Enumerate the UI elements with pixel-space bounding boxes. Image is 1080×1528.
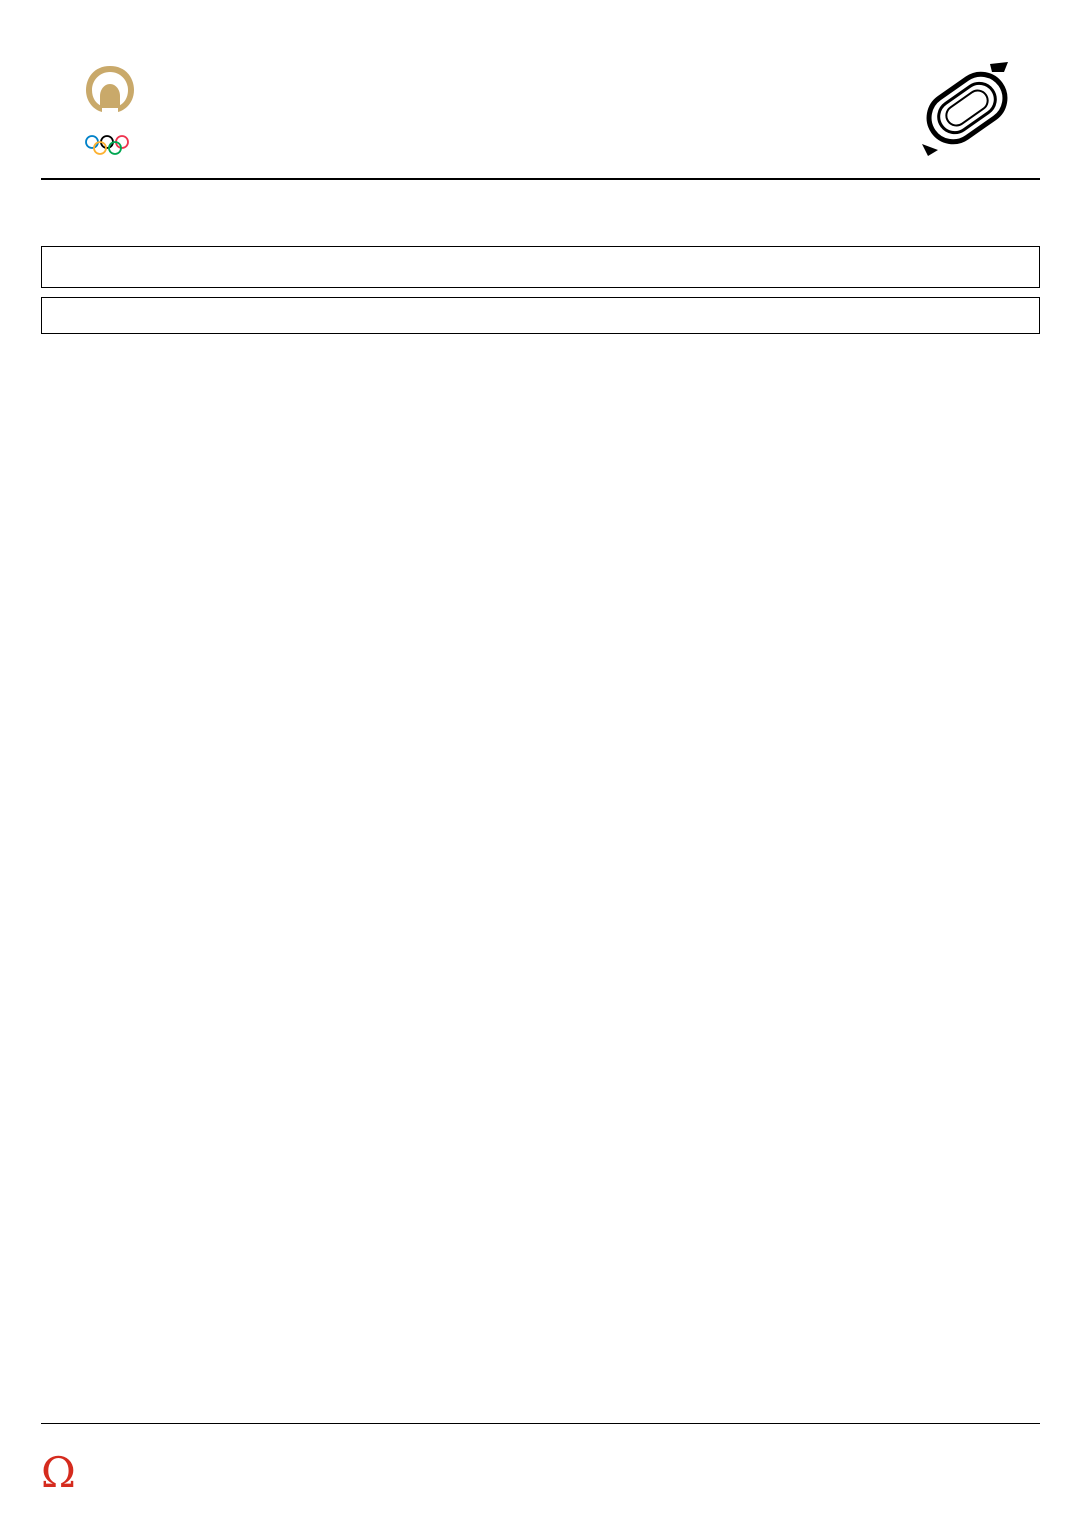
athletics-pictogram-icon: [912, 58, 1022, 158]
paris-2024-emblem-icon: [70, 58, 150, 156]
omega-logo: [41, 1448, 80, 1497]
column-header-box: [41, 297, 1040, 334]
paris-2024-logo: [70, 58, 150, 156]
omega-symbol-icon: Ω: [41, 1448, 76, 1497]
records-box: [41, 246, 1040, 288]
